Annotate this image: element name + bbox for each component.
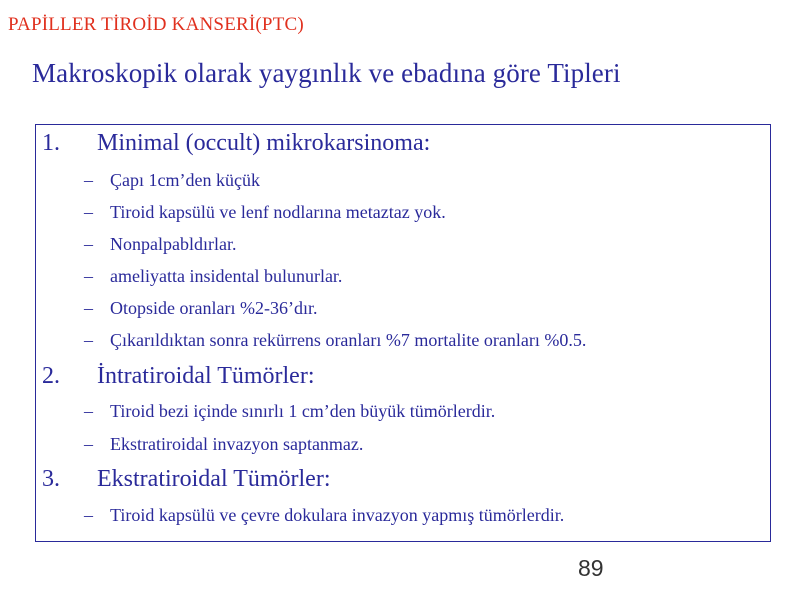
dash-bullet: –	[84, 505, 93, 525]
sub-item-text: Tiroid bezi içinde sınırlı 1 cm’den büyük tümörlerdir.	[110, 401, 496, 421]
page-number: 89	[578, 555, 604, 581]
content-box	[35, 124, 771, 542]
sub-item-text: Tiroid kapsülü ve çevre dokulara invazyon yapmış tümörlerdir.	[110, 505, 565, 525]
item-label: İntratiroidal Tümörler:	[97, 363, 315, 389]
dash-bullet: –	[84, 266, 93, 286]
dash-bullet: –	[84, 170, 93, 190]
dash-bullet: –	[84, 330, 93, 350]
sub-item-text: Tiroid kapsülü ve lenf nodlarına metaztaz yok.	[110, 202, 446, 222]
slide-header: PAPİLLER TİROİD KANSERİ(PTC)	[8, 14, 304, 35]
sub-item-text: Çıkarıldıktan sonra rekürrens oranları %7 mortalite oranları %0.5.	[110, 330, 587, 350]
item-label: Ekstratiroidal Tümörler:	[97, 466, 331, 492]
dash-bullet: –	[84, 401, 93, 421]
sub-item-text: Ekstratiroidal invazyon saptanmaz.	[110, 434, 364, 454]
dash-bullet: –	[84, 202, 93, 222]
sub-item-text: Nonpalpabldırlar.	[110, 234, 237, 254]
item-number: 3.	[42, 466, 60, 492]
dash-bullet: –	[84, 434, 93, 454]
sub-item-text: Çapı 1cm’den küçük	[110, 170, 260, 190]
item-number: 1.	[42, 130, 60, 156]
dash-bullet: –	[84, 298, 93, 318]
sub-item-text: ameliyatta insidental bulunurlar.	[110, 266, 343, 286]
dash-bullet: –	[84, 234, 93, 254]
slide-title: Makroskopik olarak yaygınlık ve ebadına göre Tipleri	[32, 58, 621, 88]
item-number: 2.	[42, 363, 60, 389]
sub-item-text: Otopside oranları %2-36’dır.	[110, 298, 318, 318]
item-label: Minimal (occult) mikrokarsinoma:	[97, 130, 431, 156]
